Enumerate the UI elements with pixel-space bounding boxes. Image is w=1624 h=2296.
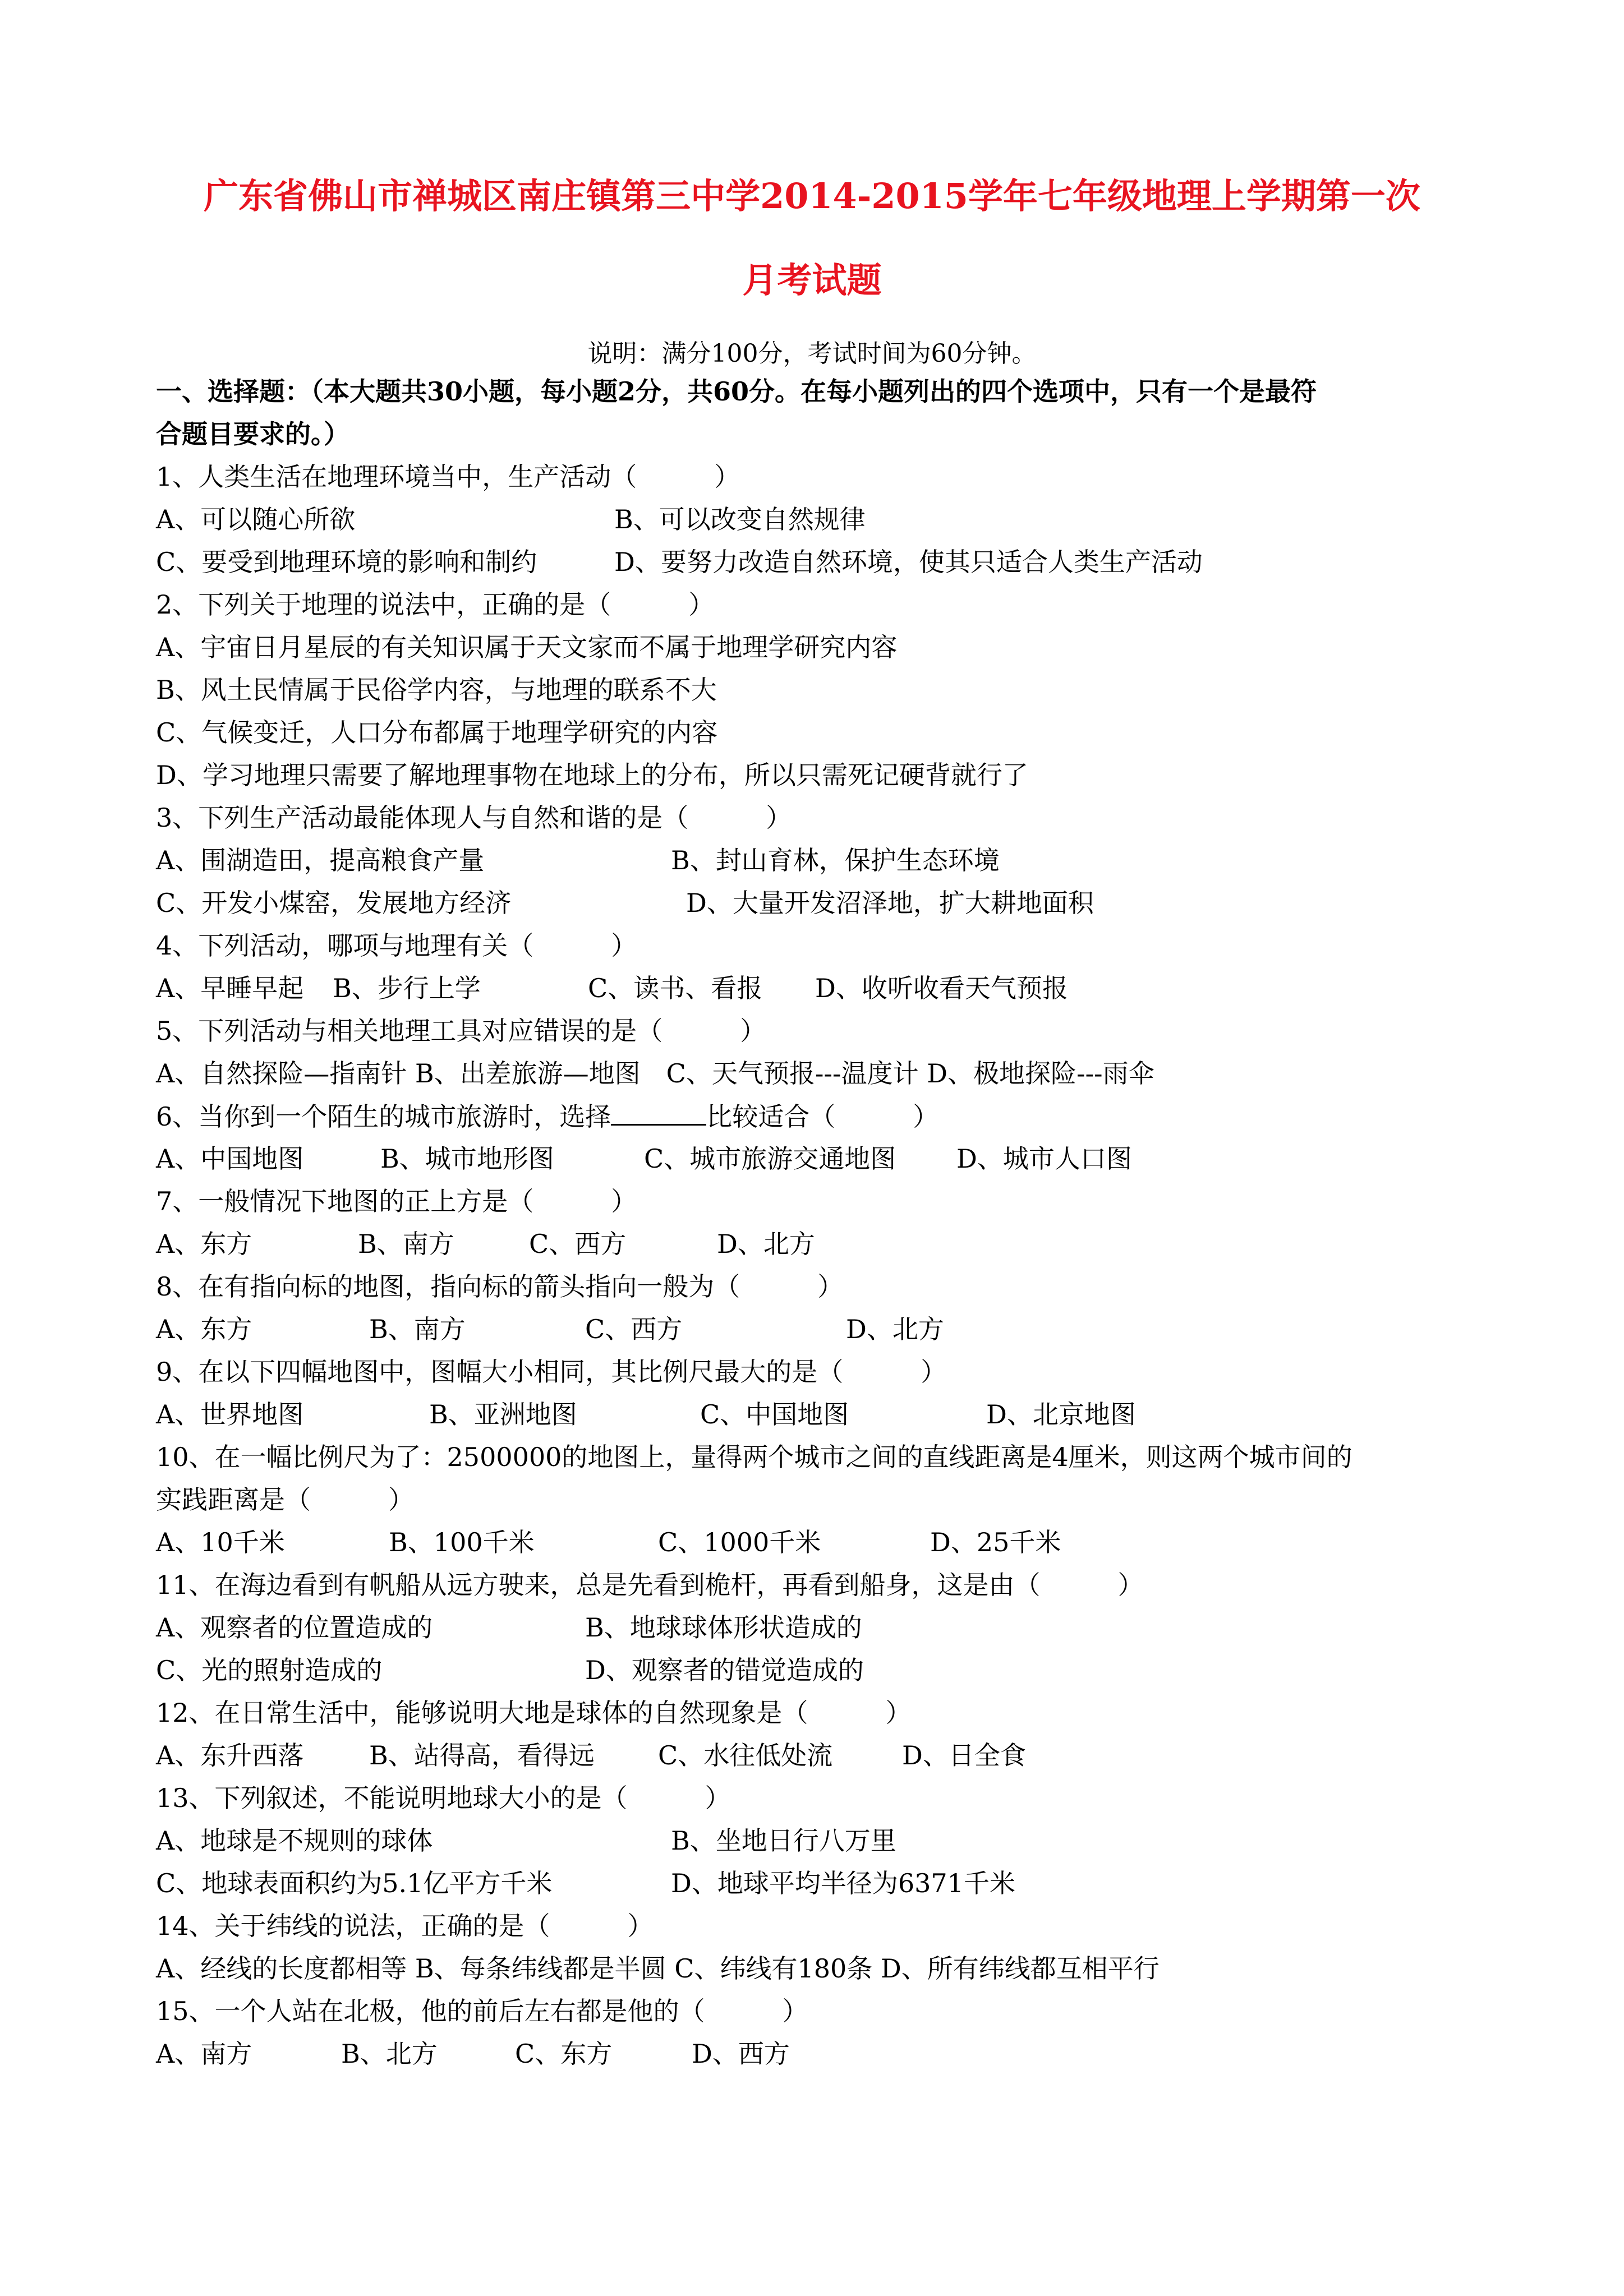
option-b: B、北方 [341,2039,438,2069]
exam-title-line-1: 广东省佛山市禅城区南庄镇第三中学2014-2015学年七年级地理上学期第一次 [204,176,1420,216]
option-b: B、城市地形图 [380,1144,554,1174]
question-11: 11、在海边看到有帆船从远方驶来，总是先看到桅杆，再看到船身，这是由（ ） [156,1570,1144,1600]
option-c: C、东方 [515,2039,613,2069]
option-d: D、北方 [846,1314,944,1344]
option-c: C、地球表面积约为5.1亿平方千米 [156,1868,553,1898]
question-10-line-2: 实践距离是（ ） [156,1484,414,1515]
option-d: D、要努力改造自然环境，使其只适合人类生产活动 [614,547,1203,577]
option-a: A、早睡早起 [156,973,304,1003]
question-10-line-1: 10、在一幅比例尺为了：2500000的地图上，量得两个城市之间的直线距离是4厘米，则这两个城市间的 [156,1442,1352,1472]
option-a: A、中国地图 [156,1144,304,1174]
option-c: C、西方 [529,1229,627,1259]
question-2-option-a: A、宇宙日月星辰的有关知识属于天文家而不属于地理学研究内容 [156,632,898,662]
option-d: D、观察者的错觉造成的 [585,1655,864,1685]
option-b: B、南方 [358,1229,454,1259]
option-c: C、1000千米 [658,1527,821,1557]
question-2: 2、下列关于地理的说法中，正确的是（ ） [156,589,715,620]
option-d: D、大量开发沼泽地，扩大耕地面积 [686,888,1094,918]
question-3: 3、下列生产活动最能体现人与自然和谐的是（ ） [156,803,792,833]
question-12: 12、在日常生活中，能够说明大地是球体的自然现象是（ ） [156,1698,912,1728]
option-c: C、要受到地理环境的影响和制约 [156,547,537,577]
option-a: A、东方 [156,1229,252,1259]
option-a: A、东升西落 [156,1740,304,1771]
option-d: D、地球平均半径为6371千米 [671,1868,1015,1898]
section-heading-line-1: 一、选择题：（本大题共30小题，每小题2分，共60分。在每小题列出的四个选项中，只有一个是最符 [156,376,1317,407]
question-8: 8、在有指向标的地图，指向标的箭头指向一般为（ ） [156,1271,844,1302]
question-6 [156,1099,938,1133]
option-c: C、光的照射造成的 [156,1655,383,1685]
exam-note: 说明：满分100分，考试时间为60分钟。 [587,339,1037,368]
option-a: A、世界地图 [156,1399,304,1430]
option-a: A、观察者的位置造成的 [156,1612,433,1643]
question-2-option-d: D、学习地理只需要了解地理事物在地球上的分布，所以只需死记硬背就行了 [156,760,1028,790]
option-d: D、北京地图 [986,1399,1136,1430]
option-c: C、读书、看报 [588,973,763,1003]
option-d: D、城市人口图 [956,1144,1132,1174]
question-5-options: A、自然探险—指南针 B、出差旅游—地图 C、天气预报---温度计 D、极地探险---雨伞 [156,1058,1154,1089]
question-13: 13、下列叙述，不能说明地球大小的是（ ） [156,1783,731,1813]
question-9: 9、在以下四幅地图中，图幅大小相同，其比例尺最大的是（ ） [156,1357,947,1387]
question-15: 15、一个人站在北极，他的前后左右都是他的（ ） [156,1996,808,2026]
option-c: C、开发小煤窑，发展地方经济 [156,888,512,918]
question-2-option-b: B、风土民情属于民俗学内容，与地理的联系不大 [156,675,717,705]
option-a: A、地球是不规则的球体 [156,1825,433,1856]
question-1: 1、人类生活在地理环境当中，生产活动（ ） [156,462,740,492]
question-7: 7、一般情况下地图的正上方是（ ） [156,1186,637,1216]
option-d: D、25千米 [930,1527,1061,1557]
option-b: B、坐地日行八万里 [671,1825,896,1856]
question-14-options: A、经线的长度都相等 B、每条纬线都是半圆 C、纬线有180条 D、所有纬线都互相平行 [156,1953,1160,1984]
option-b: B、站得高，看得远 [369,1740,595,1771]
option-d: D、西方 [692,2039,790,2069]
option-b: B、南方 [369,1314,466,1344]
option-c: C、西方 [585,1314,683,1344]
option-b: B、封山育林，保护生态环境 [671,845,1000,875]
option-d: D、北方 [717,1229,815,1259]
option-a: A、10千米 [156,1527,285,1557]
option-b: B、亚洲地图 [429,1399,577,1430]
option-a: A、东方 [156,1314,252,1344]
option-a: A、南方 [156,2039,252,2069]
option-d: D、收听收看天气预报 [815,973,1068,1003]
question-14: 14、关于纬线的说法，正确的是（ ） [156,1911,654,1941]
section-heading-line-2: 合题目要求的。） [156,419,349,449]
exam-title-line-2: 月考试题 [742,260,882,301]
option-c: C、城市旅游交通地图 [644,1144,896,1174]
option-b: B、步行上学 [333,973,481,1003]
option-a: A、可以随心所欲 [156,504,356,534]
option-b: B、地球球体形状造成的 [585,1612,862,1643]
answer-blank [611,1099,706,1126]
option-a: A、围湖造田，提高粮食产量 [156,845,485,875]
option-b: B、可以改变自然规律 [614,504,866,534]
option-c: C、中国地图 [700,1399,849,1430]
question-4: 4、下列活动，哪项与地理有关（ ） [156,930,637,961]
question-6-text-end: 比较适合（ ） [706,1101,939,1132]
option-c: C、水往低处流 [658,1740,833,1771]
question-6-text-start: 6、当你到一个陌生的城市旅游时，选择 [156,1101,611,1132]
question-5: 5、下列活动与相关地理工具对应错误的是（ ） [156,1016,766,1046]
question-2-option-c: C、气候变迁，人口分布都属于地理学研究的内容 [156,717,718,748]
option-d: D、日全食 [902,1740,1026,1771]
option-b: B、100千米 [389,1527,535,1557]
